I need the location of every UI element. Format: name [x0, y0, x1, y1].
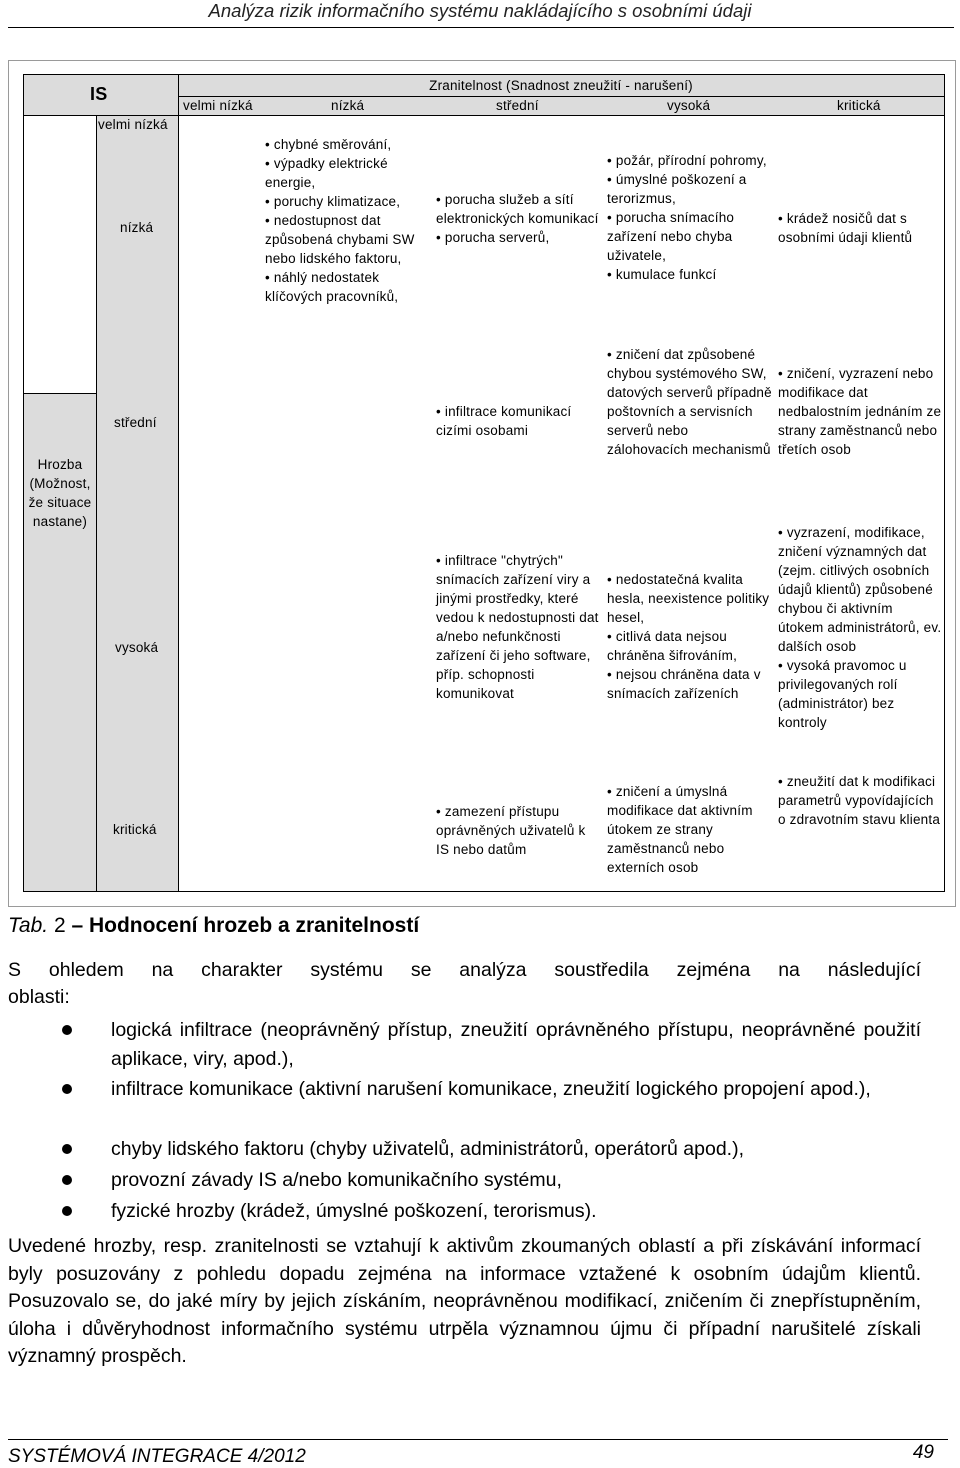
cell-vysoka-kriticka — [778, 523, 942, 732]
row-nizka: nízká — [120, 220, 154, 235]
list-item: • poruchy klimatizace, — [265, 192, 431, 211]
list-item: • porucha služeb a sítí elektronických komunikací — [436, 190, 602, 228]
caption-number: 2 — [53, 914, 66, 937]
list-item: • vysoká pravomoc u privilegovaných rolí (administrátor) bez kontroly — [778, 656, 942, 732]
grid-line — [96, 115, 97, 891]
list-item: • zneužití dat k modifikaci parametrů vypovídajících o zdravotním stavu klienta — [778, 772, 942, 829]
list-item: • vyzrazení, modifikace, zničení významných dat (zejm. citlivých osobních údajů klientů) způsobené chybou či aktivním útokem administrátorů, ev. dalších osob — [778, 523, 942, 656]
table-caption — [8, 913, 419, 939]
bullet-item: infiltrace komunikace (aktivní narušení komunikace, zneužití logického propojení apod.), — [111, 1078, 871, 1100]
footer-journal: SYSTÉMOVÁ INTEGRACE 4/2012 — [8, 1446, 306, 1467]
list-item: • infiltrace "chytrých" snímacích zařízení viry a jinými prostředky, které vedou k nedostupnosti dat a/nebo nefunkčnosti zařízení či jeho software, příp. schopnosti komunikovat — [436, 551, 602, 703]
list-item: • nedostatečná kvalita hesla, neexistence politiky hesel, — [607, 570, 773, 627]
cell-vysoka-stredni — [436, 551, 602, 703]
caption-title: Hodnocení hrozeb a zranitelností — [88, 914, 420, 937]
cell-stredni-vysoka — [607, 345, 773, 459]
column-kriticka: kritická — [837, 98, 881, 113]
row-stredni: střední — [114, 415, 157, 430]
risk-matrix-table — [23, 74, 945, 892]
intro-line-1: S ohledem na charakter systému se analýza soustředila zejména na následující — [8, 959, 921, 981]
list-item: • zničení dat způsobené chybou systémového SW, datových serverů případně poštovních a servisních serverů nebo zálohovacích mechanismů — [607, 345, 773, 459]
cell-stredni-stredni — [436, 402, 602, 440]
cell-kriticka-kriticka — [778, 772, 942, 829]
bullet-item: logická infiltrace (neoprávněný přístup, zneužití oprávněného přístupu, neoprávněné použití aplikace, viry, apod.), — [111, 1019, 921, 1070]
bullet-icon — [62, 1144, 72, 1154]
corner-label: IS — [90, 84, 108, 104]
cell-kriticka-stredni — [436, 802, 602, 859]
column-velmi-nizka: velmi nízká — [183, 98, 253, 113]
bullet-item: chyby lidského faktoru (chyby uživatelů, administrátorů, operátorů apod.), — [111, 1138, 744, 1160]
page-number: 49 — [912, 1442, 934, 1463]
list-item: • výpadky elektrické energie, — [265, 154, 431, 192]
bullet-icon — [62, 1025, 72, 1035]
column-nizka: nízká — [331, 98, 365, 113]
intro-line-2: oblasti: — [8, 986, 70, 1008]
bullet-item: fyzické hrozby (krádež, úmyslné poškození, terorismus). — [111, 1200, 597, 1222]
list-item: • zničení, vyzrazení nebo modifikace dat nedbalostním jednáním ze strany zaměstnanců nebo třetích osob — [778, 364, 942, 459]
column-stredni: střední — [496, 98, 539, 113]
list-item: • zničení a úmyslná modifikace dat aktivním útokem ze strany zaměstnanců nebo externích osob — [607, 782, 773, 877]
header-rule — [8, 27, 954, 28]
cell-nizka-stredni — [436, 190, 602, 247]
caption-prefix: Tab. — [8, 914, 54, 937]
cell-nizka-nizka — [265, 135, 431, 319]
list-item: • zamezení přístupu oprávněných uživatelů k IS nebo datům — [436, 802, 602, 859]
list-item: • nejsou chráněna data v snímacích zařízeních — [607, 665, 773, 703]
list-item: • náhlý nedostatek klíčových pracovníků, — [265, 268, 431, 306]
cell-stredni-kriticka — [778, 364, 942, 459]
list-item: • krádež nosičů dat s osobními údaji klientů — [778, 209, 942, 247]
column-vysoka: vysoká — [667, 98, 711, 113]
cell-kriticka-vysoka — [607, 782, 773, 877]
list-item: • porucha snímacího zařízení nebo chyba uživatele, — [607, 208, 773, 265]
row-vysoka: vysoká — [115, 640, 159, 655]
list-item: • chybné směrování, — [265, 135, 431, 154]
cell-nizka-kriticka — [778, 209, 942, 247]
list-item: • citlivá data nejsou chráněna šifrováním, — [607, 627, 773, 665]
cell-vysoka-vysoka — [607, 570, 773, 703]
bullet-item: provozní závady IS a/nebo komunikačního systému, — [111, 1169, 562, 1191]
threat-axis-label: Hrozba (Možnost, že situace nastane) — [28, 457, 92, 529]
bullet-icon — [62, 1206, 72, 1216]
list-item: • infiltrace komunikací cizími osobami — [436, 402, 602, 440]
cell-nizka-vysoka — [607, 151, 773, 284]
list-item: • porucha serverů, — [436, 228, 602, 247]
row-kriticka: kritická — [113, 822, 157, 837]
caption-dash: – — [65, 914, 89, 937]
running-header: Analýza rizik informačního systému nakládajícího s osobními údaji — [208, 0, 752, 21]
conclusion-paragraph: Uvedené hrozby, resp. zranitelnosti se vztahují k aktivům zkoumaných oblastí a při získávání informací byly posuzovány z pohledu dopadu zejména na informace vztažené k osobním údajům klientů. Posuzovalo se, do jaké míry by jejich získáním, neoprávněnou modifikací, zničením či znepřístupněním, úloha i důvěryhodnost informačního systému utrpěla významnou újmu či případní narušitelé získali významný prospěch. — [8, 1235, 921, 1367]
list-item: • kumulace funkcí — [607, 265, 773, 284]
columns-shade — [178, 96, 944, 115]
list-item: • požár, přírodní pohromy, — [607, 151, 773, 170]
list-item: • nedostupnost dat způsobená chybami SW nebo lidského faktoru, — [265, 211, 431, 268]
grid-line — [178, 96, 944, 97]
list-item: • úmyslné poškození a terorizmus, — [607, 170, 773, 208]
grid-line — [24, 393, 96, 394]
row-velmi-nizka: velmi nízká — [98, 117, 168, 132]
vulnerability-title: Zranitelnost (Snadnost zneužití - narušení) — [429, 78, 693, 93]
footer-rule — [8, 1439, 948, 1440]
grid-line — [178, 75, 179, 891]
bullet-icon — [62, 1084, 72, 1094]
bullet-icon — [62, 1175, 72, 1185]
